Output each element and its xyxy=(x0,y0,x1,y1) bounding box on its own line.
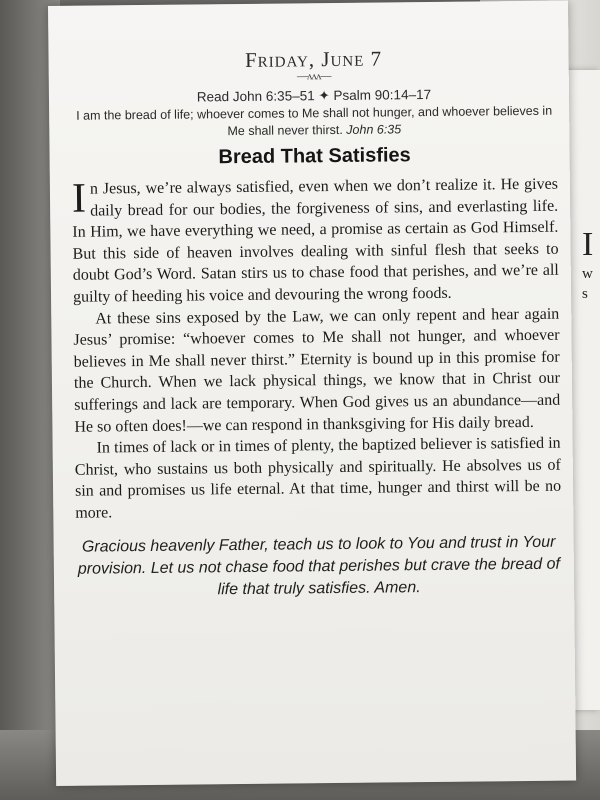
page-content xyxy=(70,45,562,603)
paragraph: At these sins exposed by the Law, we can only repent and hear again Jesus’ promise: “whoever comes to Me shall not hunger, and whoever believes in Me shall never thirst.” Eternity is bound up in this promise for the Church. When we lack physical things, we know that in Christ our sufferings and lack are temporary. When God gives us an abundance—and He so often does!—we can respond in thanksgiving for His daily bread. xyxy=(73,305,561,436)
key-verse xyxy=(71,103,557,142)
next-page-glyph: s xyxy=(582,286,588,302)
key-verse-text: I am the bread of life; whoever comes to Me shall not hunger, and whoever believes in Me shall never thirst. xyxy=(76,103,553,139)
next-page-glyph: w xyxy=(582,266,593,282)
page-title: Bread That Satisfies xyxy=(218,144,411,169)
closing-prayer: Gracious heavenly Father, teach us to look to You and trust in Your provision. Let us not chase food that perishes but crave the bread of life that truly satisfies. Amen. xyxy=(77,533,560,598)
paragraph: In times of lack or in times of plenty, the baptized believer is satisfied in Christ, who sustains us both physically and spiritually. He absolves us of sin and promises us life eternal. At that time, hunger and thirst will be no more. xyxy=(74,434,562,522)
paragraph xyxy=(72,174,559,309)
drop-cap: I xyxy=(71,175,87,222)
devotion-body xyxy=(72,174,562,525)
ornament-divider: —ᴧᴧᴧ— xyxy=(296,70,331,83)
devotional-page xyxy=(48,1,576,786)
reading-reference: Read John 6:35–51 ✦ Psalm 90:14–17 xyxy=(196,86,432,105)
key-verse-ref: John 6:35 xyxy=(346,122,402,137)
next-page-glyph: I xyxy=(582,226,594,263)
page-date: Friday, June 7 xyxy=(244,46,383,72)
paragraph-text: n Jesus, we’re always satisfied, even when we don’t realize it. He gives daily bread for our bodies, the forgiveness of sins, and everlasting life. In Him, we have everything we need, a promise as certain as God Himself. But this side of heaven involves dealing with sinful flesh that seeks to doubt God’s Word. Satan stirs us to chase food that perishes, and we’re all guilty of heeding his voice and devouring the wrong foods. xyxy=(72,175,559,306)
